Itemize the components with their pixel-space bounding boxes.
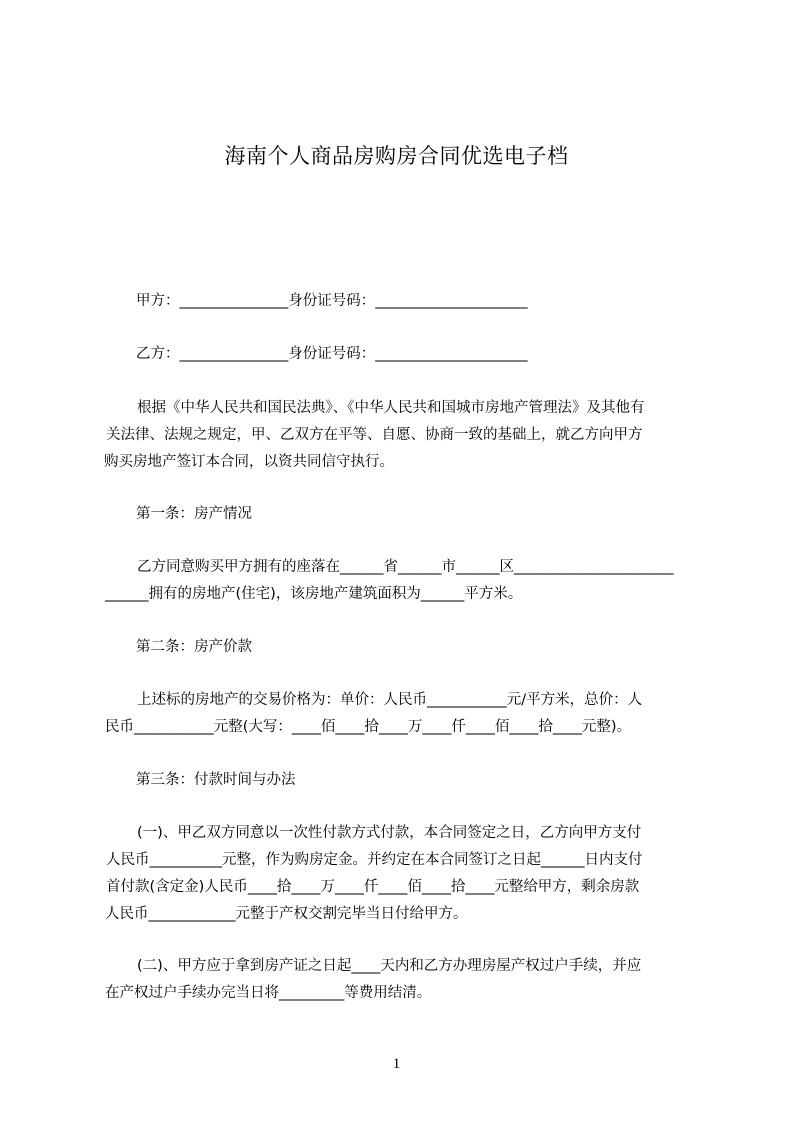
article-1-line: 乙方同意购买甲方拥有的座落在______省______市______区______________________ <box>137 559 674 575</box>
article-1-heading: 第一条：房产情况 <box>136 506 252 522</box>
page-number: 1 <box>392 1056 401 1072</box>
preamble-line: 购买房地产签订本合同，以资共同信守执行。 <box>104 454 394 470</box>
article-2-heading: 第二条：房产价款 <box>136 639 252 655</box>
party-a-line: 甲方：_______________身份证号码：_____________________ <box>136 293 528 309</box>
party-b-line: 乙方：_______________身份证号码：_____________________ <box>136 346 528 362</box>
article-1-line: ______拥有的房地产(住宅)，该房地产建筑面积为______平方米。 <box>105 586 523 602</box>
article-3-clause-1-line: 首付款(含定金)人民币____拾____万____仟____佰____拾____元整给甲方，剩余房款 <box>106 879 640 895</box>
document-title: 海南个人商品房购房合同优选电子档 <box>224 144 569 168</box>
article-2-line: 上述标的房地产的交易价格为：单价：人民币___________元/平方米，总价：人 <box>137 692 643 708</box>
article-3-clause-1-line: (一)、甲乙双方同意以一次性付款方式付款，本合同签定之日，乙方向甲方支付 <box>137 825 642 841</box>
article-3-clause-2-line: (二)、甲方应于拿到房产证之日起____天内和乙方办理房屋产权过户手续，并应 <box>137 958 642 974</box>
article-3-heading: 第三条：付款时间与办法 <box>136 772 296 788</box>
preamble-line: 关法律、法规之规定，甲、乙双方在平等、自愿、协商一致的基础上，就乙方向甲方 <box>106 427 643 443</box>
article-3-clause-1-line: 人民币__________元整，作为购房定金。并约定在本合同签订之日起______日内支付 <box>106 852 643 868</box>
preamble-line: 根据《中华人民共和国民法典》、《中华人民共和国城市房地产管理法》及其他有 <box>137 400 645 416</box>
article-3-clause-1-line: 人民币____________元整于产权交割完毕当日付给甲方。 <box>105 906 468 922</box>
article-3-clause-2-line: 在产权过户手续办完当日将_________等费用结清。 <box>105 985 432 1001</box>
article-2-line: 民币___________元整(大写：____佰____拾____万____仟____佰____拾____元整)。 <box>105 719 632 735</box>
